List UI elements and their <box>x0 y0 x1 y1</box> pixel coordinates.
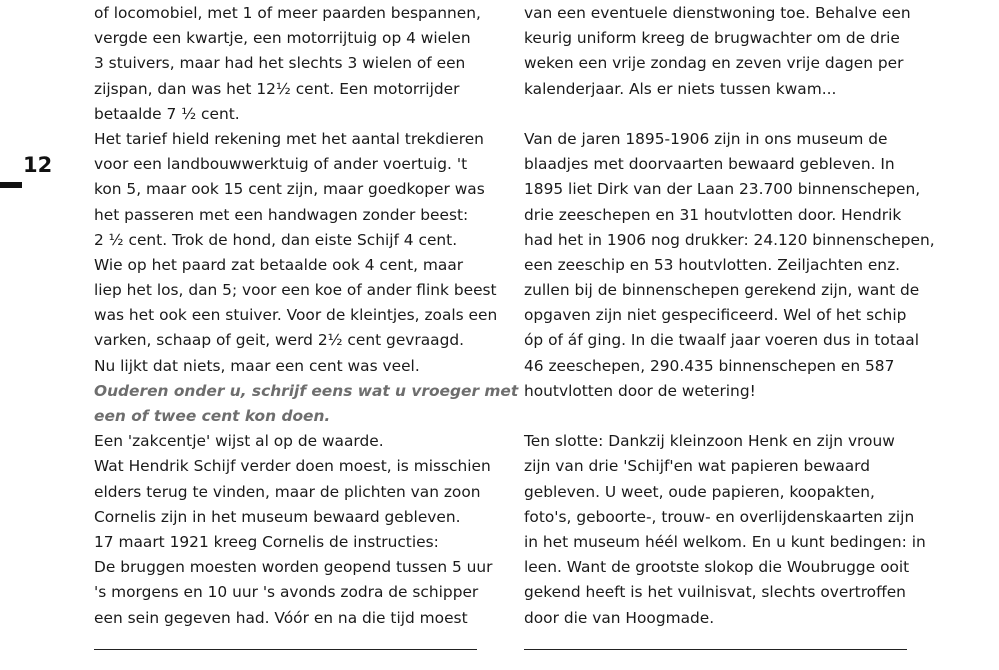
text-line: of locomobiel, met 1 of meer paarden bespannen, <box>94 4 481 22</box>
right-column <box>524 1 935 631</box>
text-line: van een eventuele dienstwoning toe. Behalve een <box>524 4 911 22</box>
text-line: weken een vrije zondag en zeven vrije dagen per <box>524 54 904 73</box>
text-line: Van de jaren 1895-1906 zijn in ons museum de <box>524 129 888 148</box>
text-line: voor een landbouwwerktuig of ander voertuig. 't <box>94 155 468 174</box>
text-line: vergde een kwartje, een motorrijtuig op 4 wielen <box>94 29 471 48</box>
text-line: een of twee cent kon doen. <box>94 407 331 425</box>
text-line: een zeeschip en 53 houtvlotten. Zeiljachten enz. <box>524 255 901 274</box>
text-line: 1895 liet Dirk van der Laan 23.700 binnenschepen, <box>524 180 921 199</box>
text-line: betaalde 7 ½ cent. <box>94 104 240 123</box>
page-marker-bar <box>0 182 22 188</box>
text-line: De bruggen moesten worden geopend tussen 5 uur <box>94 558 493 577</box>
page-number: 12 <box>23 153 53 177</box>
text-line: Ouderen onder u, schrijf eens wat u vroeger met <box>94 381 519 400</box>
text-line: 2 ½ cent. Trok de hond, dan eiste Schijf 4 cent. <box>94 230 458 249</box>
text-line: zijn van drie 'Schijf'en wat papieren bewaard <box>524 457 871 476</box>
text-line: had het in 1906 nog drukker: 24.120 binnenschepen, <box>524 230 935 249</box>
text-line: Een 'zakcentje' wijst al op de waarde. <box>94 432 384 451</box>
left-bottom-rule <box>94 649 477 650</box>
text-line: een sein gegeven had. Vóór en na die tijd moest <box>94 608 468 627</box>
text-line: liep het los, dan 5; voor een koe of ander flink beest <box>94 281 497 300</box>
text-line: Wat Hendrik Schijf verder doen moest, is misschien <box>94 457 491 476</box>
text-line: 17 maart 1921 kreeg Cornelis de instructies: <box>94 532 439 551</box>
text-line: gebleven. U weet, oude papieren, koopakten, <box>524 482 875 501</box>
text-line: houtvlotten door de wetering! <box>524 381 756 400</box>
text-line: drie zeeschepen en 31 houtvlotten door. Hendrik <box>524 205 902 224</box>
text-line: keurig uniform kreeg de brugwachter om de drie <box>524 29 900 48</box>
text-line: óp of áf ging. In die twaalf jaar voeren dus in totaal <box>524 331 920 350</box>
text-line: zijspan, dan was het 12½ cent. Een motorrijder <box>94 79 460 98</box>
text-line: 46 zeeschepen, 290.435 binnenschepen en 587 <box>524 356 895 375</box>
text-line: varken, schaap of geit, werd 2½ cent gevraagd. <box>94 331 465 350</box>
text-line: Wie op het paard zat betaalde ook 4 cent, maar <box>94 255 464 274</box>
text-line: zullen bij de binnenschepen gerekend zijn, want de <box>524 281 920 300</box>
text-line: door die van Hoogmade. <box>524 608 715 627</box>
paragraph-gap <box>524 102 919 127</box>
text-line: in het museum héél welkom. En u kunt bedingen: in <box>524 532 926 551</box>
right-bottom-rule <box>524 649 907 650</box>
text-line: blaadjes met doorvaarten bewaard gebleven. In <box>524 155 895 174</box>
text-line: gekend heeft is het vuilnisvat, slechts overtroffen <box>524 583 906 602</box>
text-line: Het tarief hield rekening met het aantal trekdieren <box>94 129 484 148</box>
text-line: kalenderjaar. Als er niets tussen kwam... <box>524 79 837 98</box>
text-line: foto's, geboorte-, trouw- en overlijdenskaarten zijn <box>524 507 915 526</box>
text-line: Ten slotte: Dankzij kleinzoon Henk en zijn vrouw <box>524 432 895 451</box>
text-line: 's morgens en 10 uur 's avonds zodra de schipper <box>94 583 479 602</box>
text-line: opgaven zijn niet gespecificeerd. Wel of het schip <box>524 306 907 325</box>
text-line: Nu lijkt dat niets, maar een cent was veel. <box>94 356 420 375</box>
text-line: elders terug te vinden, maar de plichten van zoon <box>94 482 481 501</box>
text-line: leen. Want de grootste slokop die Woubrugge ooit <box>524 558 910 577</box>
text-line: was het ook een stuiver. Voor de kleintjes, zoals een <box>94 306 498 325</box>
text-line: het passeren met een handwagen zonder beest: <box>94 205 469 224</box>
left-column <box>94 1 519 631</box>
paragraph-gap <box>524 404 919 429</box>
text-line: 3 stuivers, maar had het slechts 3 wielen of een <box>94 54 466 73</box>
text-line: Cornelis zijn in het museum bewaard gebleven. <box>94 507 461 526</box>
text-line: kon 5, maar ook 15 cent zijn, maar goedkoper was <box>94 180 485 199</box>
